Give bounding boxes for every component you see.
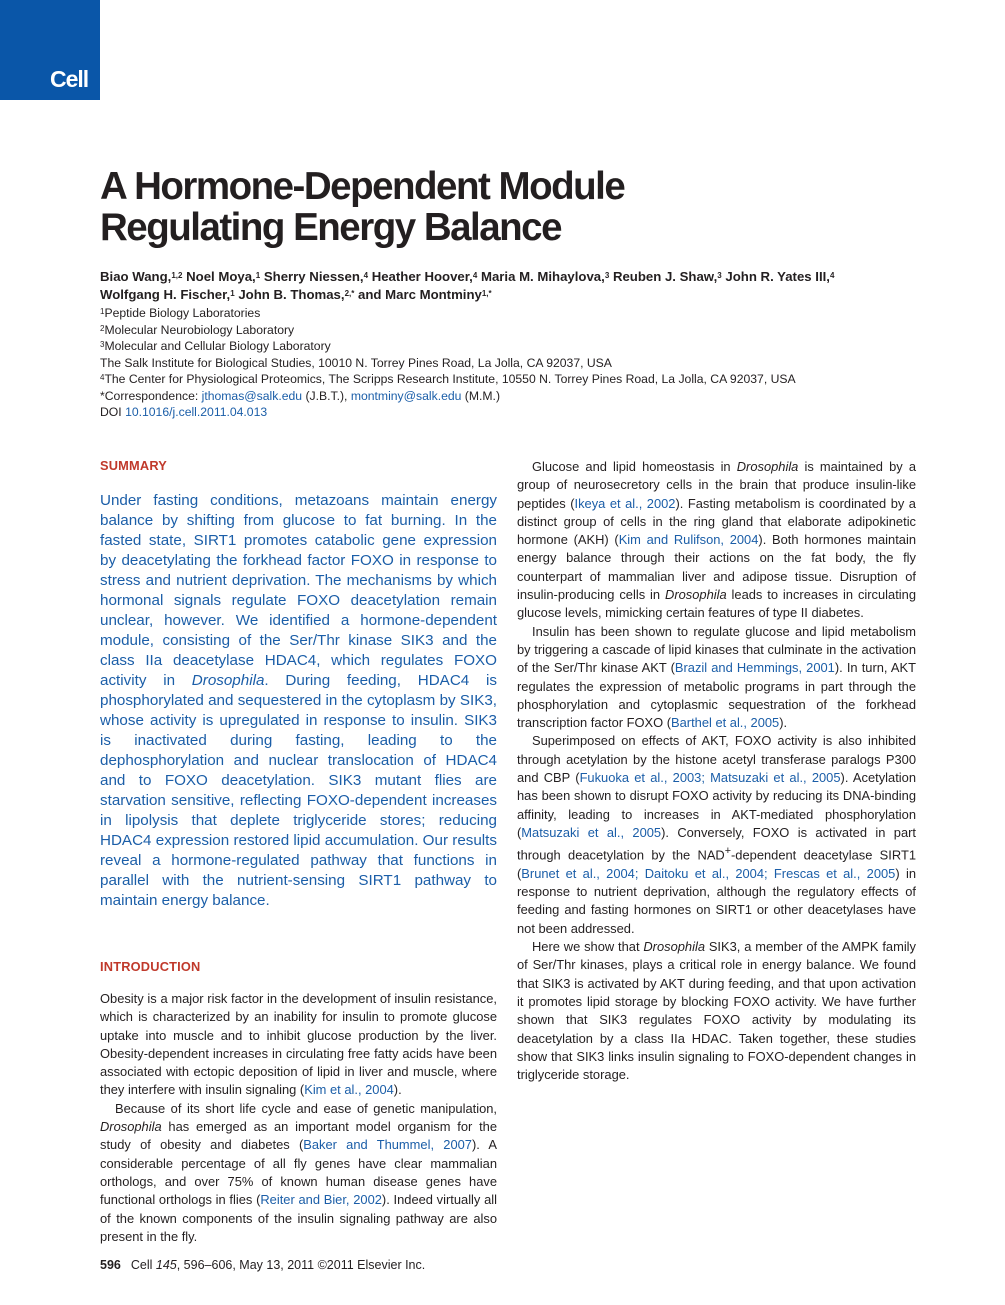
correspondence: *Correspondence: jthomas@salk.edu (J.B.T.), montminy@salk.edu (M.M.) — [100, 388, 501, 403]
intro-paragraph-3: Glucose and lipid homeostasis in Drosophila is maintained by a group of neurosecretory cells in the brain that produce insulin-like peptides (Ikeya et al., 2002). Fasting metabolism is coordinated by a distinct group of cells in the ring gland that elaborate adipokinetic hormone (AKH) (Kim and Rulifson, 2004). Both hormones maintain energy balance through their actions on the fat body, the fly counterpart of mammalian liver and adipose tissue. Disruption of insulin-producing cells in Drosophila leads to increases in circulating glucose levels, mimicking certain features of type II diabetes. — [517, 459, 916, 621]
author: John R. Yates III,$^4$ — [725, 269, 835, 284]
footer-citation: , 596–606, May 13, 2011 ©2011 Elsevier Inc. — [176, 1258, 426, 1272]
intro-paragraph-1: Obesity is a major risk factor in the development of insulin resistance, which is characterized by an inability for insulin to promote glucose uptake into muscle and to inhibit glucose production by the liver. Obesity-dependent increases in circulating free fatty acids have been associated with ectopic deposition of lipid in liver and muscle, where they interfere with insulin signaling (Kim et al., 2004). — [100, 991, 497, 1098]
email-link-montminy[interactable]: montminy@salk.edu — [350, 388, 462, 403]
intro-paragraph-2: Because of its short life cycle and ease of genetic manipulation, Drosophila has emerged as an important model organism for the study of obesity and diabetes (Baker and Thummel, 2007). A considerable percentage of all fly genes have clear mammalian orthologs, and over 75% of known human disease genes have functional orthologs in flies (Reiter and Bier, 2002). Indeed virtually all of the known components of the insulin signaling pathway are also present in the fly. — [100, 1100, 497, 1244]
doi-line: DOI 10.1016/j.cell.2011.04.013 — [100, 405, 268, 419]
author: Maria M. Mihaylova,$^3$ — [480, 269, 610, 284]
citation-link[interactable]: Matsuzaki et al., 2005 — [521, 824, 662, 840]
citation-link[interactable]: Brazil and Hemmings, 2001 — [674, 660, 835, 676]
summary-heading: SUMMARY — [100, 458, 168, 473]
introduction-body-left — [100, 990, 497, 1246]
cell-logo-text: Cell — [50, 66, 89, 92]
summary-text: Under fasting conditions, metazoans maintain energy balance by shifting from glucose to fat burning. In the fasted state, SIRT1 promotes catabolic gene expression by deacetylating the forkhead factor FOXO in response to stress and nutrient deprivation. The mechanisms by which hormonal signals regulate FOXO deacetylation remain unclear, however. We identified a hormone-dependent module, consisting of the Ser/Thr kinase SIK3 and the class IIa deacetylase HDAC4, which regulates FOXO activity in Drosophila. During feeding, HDAC4 is phosphorylated and sequestered in the cytoplasm by SIK3, whose activity is upregulated in response to insulin. SIK3 is inactivated during fasting, leading to the dephosphorylation and nuclear translocation of HDAC4 and to FOXO deacetylation. SIK3 mutant flies are starvation sensitive, reflecting FOXO-dependent increases in lipolysis that deplete triglyceride stores; reducing HDAC4 expression restored lipid accumulation. Our results reveal a hormone-regulated pathway that functions in parallel with the nutrient-sensing SIRT1 pathway to maintain energy balance. — [100, 492, 497, 909]
author: John B. Thomas,$^{2,*}$ — [238, 287, 355, 302]
affiliation-salk: The Salk Institute for Biological Studies, 10010 N. Torrey Pines Road, La Jolla, CA 92037, USA — [100, 355, 612, 370]
citation-link[interactable]: Ikeya et al., 2002 — [574, 495, 676, 511]
right-column — [517, 458, 916, 1084]
affiliation-2: $^2$Molecular Neurobiology Laboratory — [100, 322, 295, 337]
affiliations — [100, 305, 920, 421]
affiliation-4: $^4$The Center for Physiological Proteomics, The Scripps Research Institute, 10550 N. Torrey Pines Road, La Jolla, CA 92037, USA — [100, 372, 796, 386]
citation-link[interactable]: Kim and Rulifson, 2004 — [618, 532, 759, 548]
footer-journal: Cell — [130, 1258, 156, 1272]
intro-paragraph-6: Here we show that Drosophila SIK3, a member of the AMPK family of Ser/Thr kinases, plays a critical role in energy balance. We found that SIK3 is activated by AKT during feeding, and that upon activation it promotes lipid storage by blocking FOXO activity. We have further shown that SIK3 regulates FOXO activity by modulating its deacetylation by a class IIa HDAC. Taken together, these studies show that SIK3 links insulin signaling to FOXO-dependent changes in triglyceride storage. — [517, 939, 916, 1083]
citation-link[interactable]: Kim et al., 2004 — [304, 1082, 394, 1098]
title-line-1: A Hormone-Dependent Module — [100, 165, 625, 208]
citation-link[interactable]: Baker and Thummel, 2007 — [303, 1137, 472, 1153]
author: and Marc Montminy$^{1,*}$ — [358, 287, 492, 302]
citation-link[interactable]: Reiter and Bier, 2002 — [260, 1192, 382, 1208]
author: Heather Hoover,$^4$ — [371, 269, 478, 284]
affiliation-1: $^1$Peptide Biology Laboratories — [100, 306, 261, 320]
citation-link[interactable]: Fukuoka et al., 2003; Matsuzaki et al., 2005 — [579, 770, 841, 786]
author-list — [100, 268, 920, 304]
intro-paragraph-5: Superimposed on effects of AKT, FOXO activity is also inhibited through acetylation by the histone acetyl transferase paralogs P300 and CBP (Fukuoka et al., 2003; Matsuzaki et al., 2005). Acetylation has been shown to disrupt FOXO activity by reducing its DNA-binding affinity, leading to increases in AKT-mediated phosphorylation (Matsuzaki et al., 2005). Conversely, FOXO is activated in part through deacetylation by the NAD+-dependent deacetylase SIRT1 (Brunet et al., 2004; Daitoku et al., 2004; Frescas et al., 2005) in response to nutrient deprivation, although the regulatory effects of feeding and fasting hormones on SIRT1 or other deacetylases have not been addressed. — [517, 733, 916, 936]
page-footer — [100, 1258, 425, 1272]
author: Sherry Niessen,$^4$ — [263, 269, 369, 284]
title-line-2: Regulating Energy Balance — [100, 206, 561, 249]
author: Biao Wang,$^{1,2}$ — [100, 269, 183, 284]
affiliation-3: $^3$Molecular and Cellular Biology Laboratory — [100, 339, 331, 353]
intro-paragraph-4: Insulin has been shown to regulate glucose and lipid metabolism by triggering a cascade of lipid kinases that culminate in the activation of the Ser/Thr kinase AKT (Brazil and Hemmings, 2001). In turn, AKT regulates the expression of metabolic programs in part through the phosphorylation and cytoplasmic sequestration of the forkhead transcription factor FOXO (Barthel et al., 2005). — [517, 623, 916, 731]
email-link-thomas[interactable]: jthomas@salk.edu — [201, 388, 303, 403]
author: Noel Moya,$^1$ — [186, 269, 261, 284]
introduction-heading: INTRODUCTION — [100, 959, 201, 974]
article-title — [100, 166, 900, 248]
doi-link[interactable]: 10.1016/j.cell.2011.04.013 — [125, 405, 268, 419]
footer-volume: 145 — [155, 1258, 177, 1272]
author: Reuben J. Shaw,$^3$ — [612, 269, 722, 284]
page-number: 596 — [100, 1258, 121, 1272]
author: Wolfgang H. Fischer,$^1$ — [100, 287, 235, 302]
citation-link[interactable]: Brunet et al., 2004; Daitoku et al., 2004; Frescas et al., 2005 — [521, 865, 896, 881]
cell-logo — [0, 0, 100, 100]
citation-link[interactable]: Barthel et al., 2005 — [671, 715, 780, 731]
left-column — [100, 458, 497, 1246]
